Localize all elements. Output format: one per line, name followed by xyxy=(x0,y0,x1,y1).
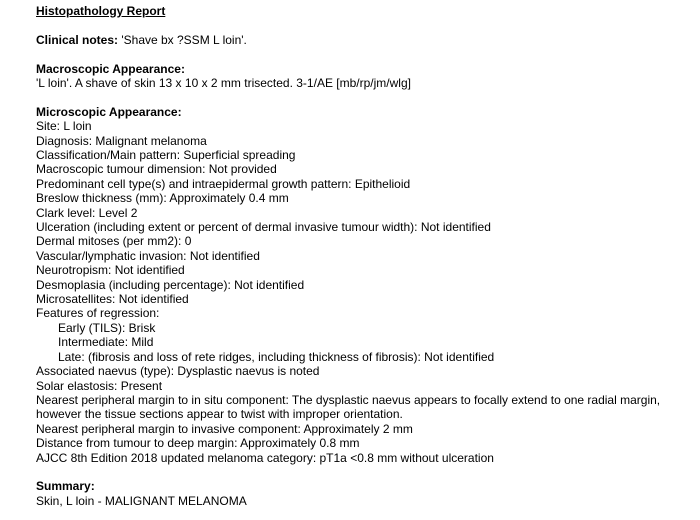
microscopic-line: Features of regression: xyxy=(36,306,160,321)
microscopic-line: Solar elastosis: Present xyxy=(36,378,163,393)
regression-item: Late: (fibrosis and loss of rete ridges, including thickness of fibrosis): Not identified xyxy=(58,349,495,364)
report-document xyxy=(36,4,686,508)
summary-heading: Summary: xyxy=(36,479,95,494)
microscopic-line: Ulceration (including extent or percent of dermal invasive tumour width): Not identified xyxy=(36,220,491,235)
microscopic-line: Microsatellites: Not identified xyxy=(36,292,189,307)
regression-item: Intermediate: Mild xyxy=(58,335,154,350)
microscopic-line: however the tissue sections appear to twist with improper orientation. xyxy=(36,407,403,422)
clinical-notes-label: Clinical notes: xyxy=(36,32,119,47)
regression-item: Early (TILS): Brisk xyxy=(58,320,156,335)
spacer xyxy=(36,465,686,479)
microscopic-line: Classification/Main pattern: Superficial spreading xyxy=(36,148,296,162)
clinical-notes xyxy=(36,33,686,47)
microscopic-line: Breslow thickness (mm): Approximately 0.4 mm xyxy=(36,191,289,206)
spacer xyxy=(36,47,686,61)
microscopic-line: Macroscopic tumour dimension: Not provided xyxy=(36,162,277,177)
microscopic-line: Neurotropism: Not identified xyxy=(36,263,185,278)
microscopic-line: Nearest peripheral margin to invasive component: Approximately 2 mm xyxy=(36,421,413,436)
microscopic-line: Predominant cell type(s) and intraepidermal growth pattern: Epithelioid xyxy=(36,176,411,191)
microscopic-heading: Microscopic Appearance: xyxy=(36,104,182,119)
microscopic-line: Dermal mitoses (per mm2): 0 xyxy=(36,234,192,249)
microscopic-line: Vascular/lymphatic invasion: Not identified xyxy=(36,248,260,263)
clinical-notes-text: 'Shave bx ?SSM L loin'. xyxy=(118,32,247,47)
spacer xyxy=(36,90,686,104)
microscopic-lines xyxy=(36,119,686,465)
macroscopic-text: 'L loin'. A shave of skin 13 x 10 x 2 mm trisected. 3-1/AE [mb/rp/jm/wlg] xyxy=(36,75,411,90)
microscopic-line: Associated naevus (type): Dysplastic naevus is noted xyxy=(36,364,320,379)
microscopic-line: Site: L loin xyxy=(36,119,92,134)
macroscopic-heading: Macroscopic Appearance: xyxy=(36,61,185,76)
microscopic-line: Clark level: Level 2 xyxy=(36,205,138,220)
microscopic-line: AJCC 8th Edition 2018 updated melanoma category: pT1a <0.8 mm without ulceration xyxy=(36,450,494,465)
summary-text: Skin, L loin - MALIGNANT MELANOMA xyxy=(36,493,247,508)
microscopic-line: Distance from tumour to deep margin: Approximately 0.8 mm xyxy=(36,436,360,451)
spacer xyxy=(36,18,686,32)
microscopic-line: Diagnosis: Malignant melanoma xyxy=(36,133,207,148)
microscopic-line: Nearest peripheral margin to in situ component: The dysplastic naevus appears to focally extend to one radial margin, xyxy=(36,392,661,407)
report-title: Histopathology Report xyxy=(36,4,166,18)
microscopic-line: Desmoplasia (including percentage): Not identified xyxy=(36,277,305,292)
